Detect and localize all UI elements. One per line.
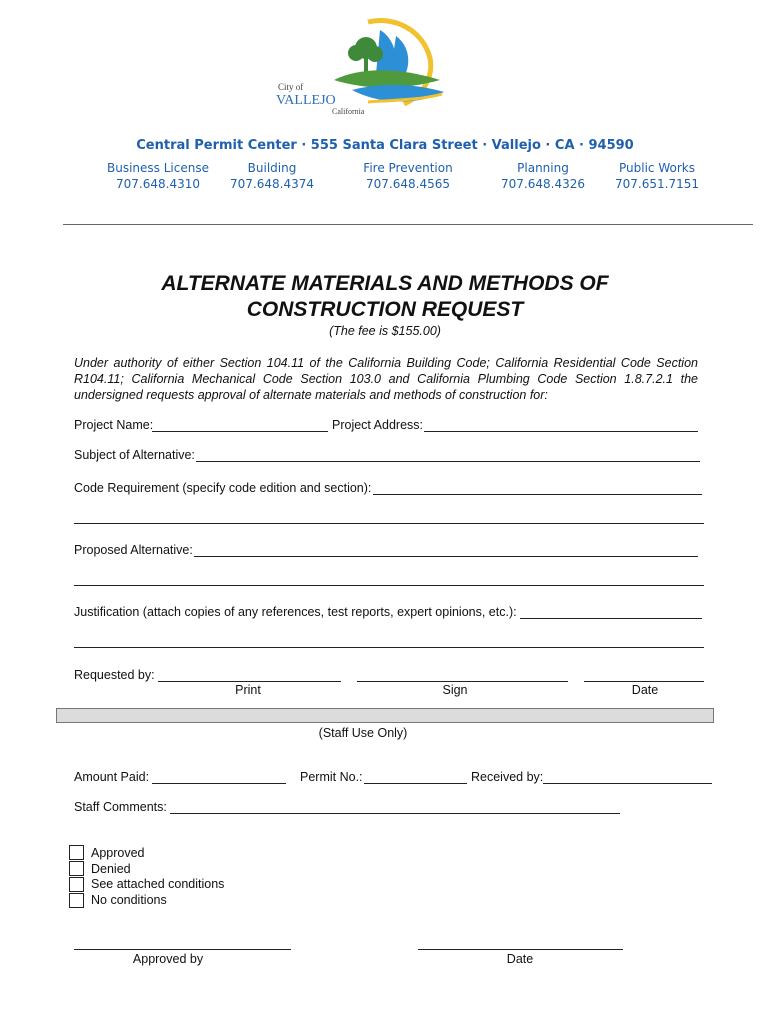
dept-phone: 707.648.4310 [116, 177, 200, 191]
justification-field[interactable] [520, 618, 702, 619]
dept-name: Public Works [619, 161, 695, 175]
dept-phone: 707.648.4374 [230, 177, 314, 191]
code-requirement-label: Code Requirement (specify code edition and section): [74, 481, 372, 495]
dept-phone: 707.651.7151 [615, 177, 699, 191]
no-conditions-label: No conditions [91, 893, 167, 907]
project-name-label: Project Name: [74, 418, 154, 432]
project-address-label: Project Address: [332, 418, 424, 432]
header-divider [63, 224, 753, 225]
staff-use-heading: (Staff Use Only) [318, 726, 408, 740]
received-by-label: Received by: [471, 770, 544, 784]
approved-label: Approved [91, 846, 145, 860]
approval-date-field[interactable] [418, 949, 623, 950]
code-requirement-field-line-2[interactable] [74, 523, 704, 524]
approval-date-caption: Date [506, 952, 534, 966]
proposed-alternative-field[interactable] [194, 556, 698, 557]
sign-caption: Sign [442, 683, 468, 697]
fee-note: (The fee is $155.00) [329, 324, 441, 338]
received-by-field[interactable] [543, 783, 712, 784]
date-caption: Date [631, 683, 659, 697]
dept-phone: 707.648.4326 [501, 177, 585, 191]
dept-phone: 707.648.4565 [366, 177, 450, 191]
proposed-alternative-field-line-2[interactable] [74, 585, 704, 586]
code-requirement-field[interactable] [373, 494, 702, 495]
denied-label: Denied [91, 862, 131, 876]
title-line-2: CONSTRUCTION REQUEST [246, 298, 524, 321]
dept-building [202, 160, 342, 192]
subject-label: Subject of Alternative: [74, 448, 195, 462]
dept-public-works [587, 160, 727, 192]
approved-checkbox[interactable] [69, 845, 84, 860]
print-caption: Print [235, 683, 261, 697]
dept-name: Planning [517, 161, 569, 175]
no-conditions-checkbox[interactable] [69, 893, 84, 908]
staff-divider-bar [56, 708, 714, 723]
logo-vallejo: VALLEJO [276, 93, 336, 108]
subject-field[interactable] [196, 461, 700, 462]
staff-comments-field[interactable] [170, 813, 620, 814]
staff-comments-label: Staff Comments: [74, 800, 167, 814]
form-title [0, 271, 770, 323]
logo-california: California [332, 107, 365, 116]
intro-paragraph: Under authority of either Section 104.11 of the California Building Code; California Residential Code Section R104.11; California Mechanical Code Section 103.0 and California Plumbing Code Section 1.8.7.2.1 the undersigned requests approval of alternate materials and methods of construction for: [74, 356, 698, 402]
city-of-vallejo-logo [272, 18, 452, 120]
project-name-field[interactable] [152, 431, 328, 432]
dept-name: Business License [107, 161, 209, 175]
dept-fire-prevention [338, 160, 478, 192]
justification-field-line-2[interactable] [74, 647, 704, 648]
logo-city-of: City of [278, 82, 304, 92]
dept-name: Building [247, 161, 297, 175]
approved-by-field[interactable] [74, 949, 291, 950]
justification-label: Justification (attach copies of any references, test reports, expert opinions, etc.): [74, 605, 517, 619]
project-address-field[interactable] [424, 431, 698, 432]
see-attached-conditions-label: See attached conditions [91, 877, 225, 891]
permit-no-label: Permit No.: [300, 770, 363, 784]
title-line-1: ALTERNATE MATERIALS AND METHODS OF [161, 272, 609, 295]
address-line: Central Permit Center · 555 Santa Clara Street · Vallejo · CA · 94590 [136, 138, 634, 153]
proposed-alternative-label: Proposed Alternative: [74, 543, 193, 557]
requested-by-label: Requested by: [74, 668, 155, 682]
amount-paid-label: Amount Paid: [74, 770, 150, 784]
see-attached-conditions-checkbox[interactable] [69, 877, 84, 892]
amount-paid-field[interactable] [152, 783, 286, 784]
requested-by-date-field[interactable] [584, 681, 704, 682]
permit-no-field[interactable] [364, 783, 467, 784]
dept-name: Fire Prevention [363, 161, 453, 175]
denied-checkbox[interactable] [69, 861, 84, 876]
requested-by-sign-field[interactable] [357, 681, 568, 682]
requested-by-print-field[interactable] [158, 681, 341, 682]
approved-by-caption: Approved by [132, 952, 204, 966]
